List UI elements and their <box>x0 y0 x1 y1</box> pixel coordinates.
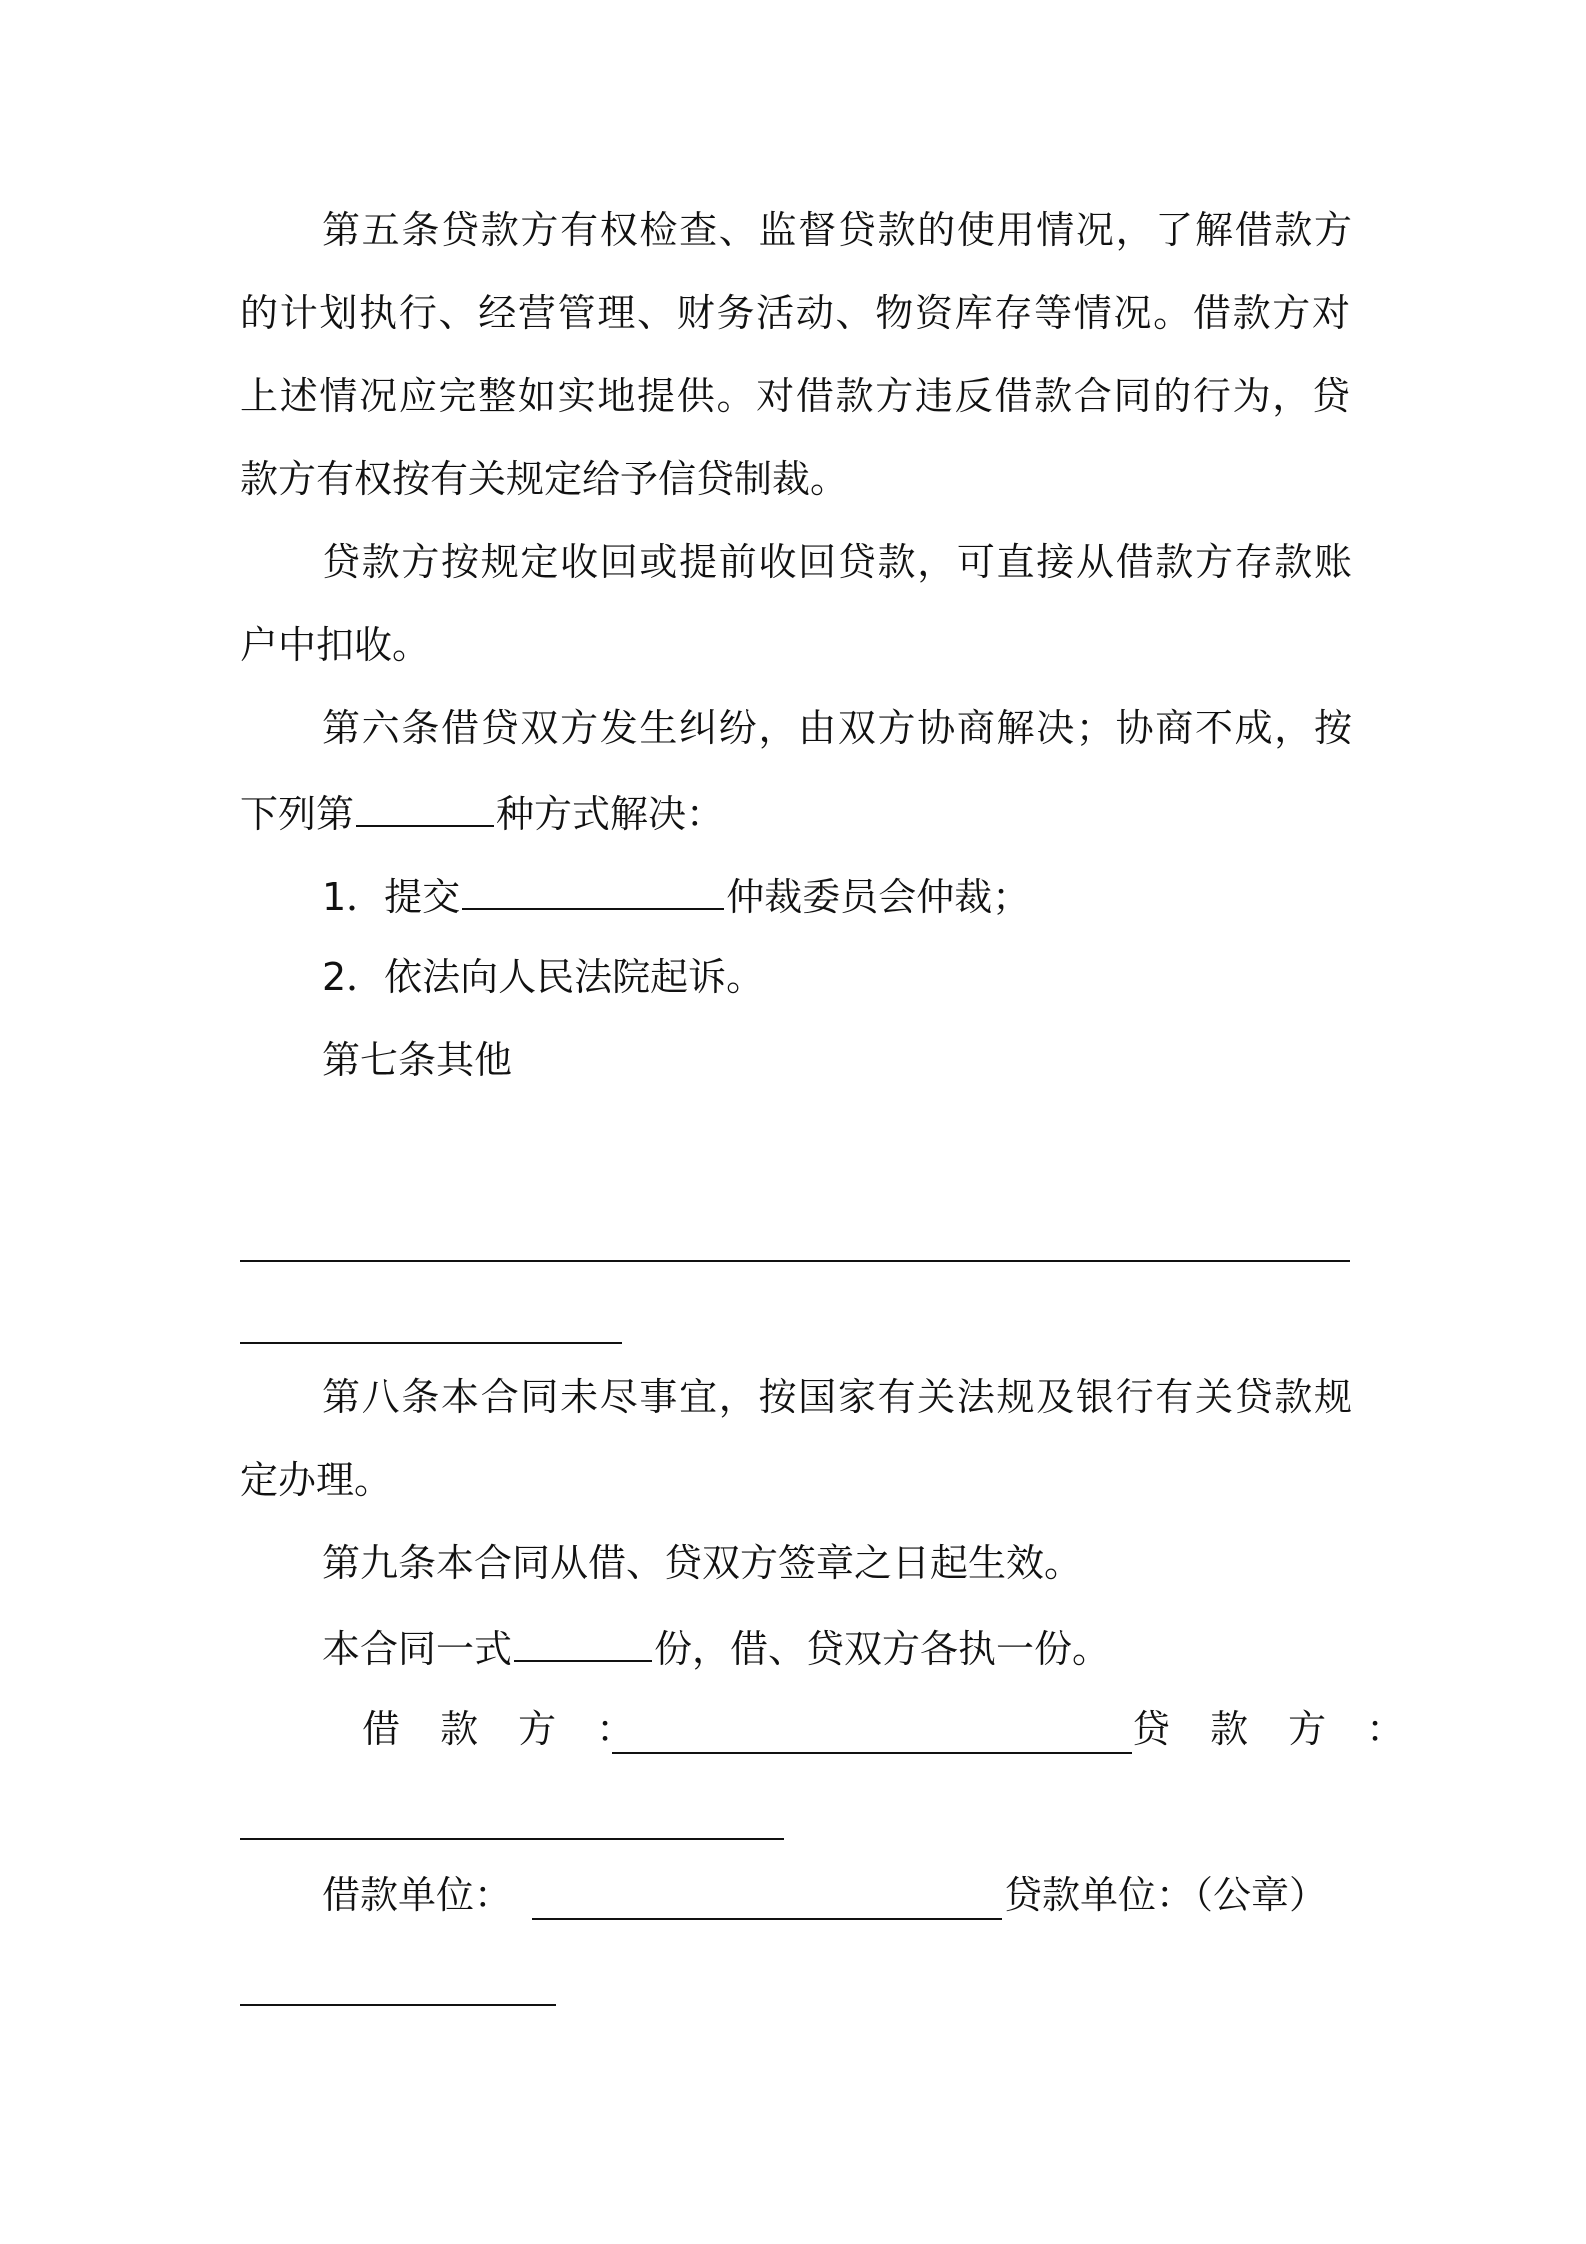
article9-line1: 第九条本合同从借、贷双方签章之日起生效。 <box>322 1541 1083 1585</box>
article5-para2-line1: 贷款方按规定收回或提前收回贷款，可直接从借款方存款账 <box>322 540 1352 584</box>
article6-option2: 2．依法向人民法院起诉。 <box>322 955 765 999</box>
article6-line2-prefix: 下列第 <box>240 792 355 836</box>
article5-line2: 的计划执行、经营管理、财务活动、物资库存等情况。借款方对 <box>240 291 1350 335</box>
copies-line <box>322 1620 1352 1675</box>
article7-blank-line1[interactable] <box>240 1260 1350 1262</box>
article5-line4: 款方有权按有关规定给予信贷制裁。 <box>240 457 849 501</box>
article6-line2 <box>240 785 1350 840</box>
lender-unit-label: 贷款单位：（公章） <box>1004 1873 1328 1917</box>
article5-para2-line2: 户中扣收。 <box>240 623 431 667</box>
article6-line2-suffix: 种方式解决： <box>496 792 725 836</box>
article6-option1 <box>322 868 1352 923</box>
article7-blank-line2[interactable] <box>240 1342 622 1344</box>
article7-title: 第七条其他 <box>322 1038 513 1082</box>
method-number-blank[interactable] <box>356 785 494 827</box>
copies-suffix: 份，借、贷双方各执一份。 <box>654 1627 1111 1671</box>
option1-suffix: 仲裁委员会仲裁； <box>726 875 1031 919</box>
borrower-label: 借 款 方 ： <box>362 1707 649 1751</box>
article5-line1: 第五条贷款方有权检查、监督贷款的使用情况，了解借款方 <box>322 208 1352 252</box>
article5-line3: 上述情况应完整如实地提供。对借款方违反借款合同的行为，贷 <box>240 374 1350 418</box>
article6-line1: 第六条借贷双方发生纠纷，由双方协商解决；协商不成，按 <box>322 706 1352 750</box>
arbitration-committee-blank[interactable] <box>462 868 724 910</box>
lender-unit-line[interactable] <box>240 2004 556 2006</box>
borrower-signature-line[interactable] <box>612 1752 1132 1754</box>
borrower-unit-label: 借款单位： <box>322 1873 513 1917</box>
article8-line1: 第八条本合同未尽事宜，按国家有关法规及银行有关贷款规 <box>322 1375 1352 1419</box>
copies-prefix: 本合同一式 <box>322 1627 513 1671</box>
article8-line2: 定办理。 <box>240 1458 393 1502</box>
option1-prefix: 1．提交 <box>322 875 461 919</box>
lender-label: 贷 款 方 ： <box>1132 1707 1419 1751</box>
borrower-unit-line[interactable] <box>532 1918 1002 1920</box>
copies-count-blank[interactable] <box>514 1620 652 1662</box>
lender-signature-line[interactable] <box>240 1838 784 1840</box>
